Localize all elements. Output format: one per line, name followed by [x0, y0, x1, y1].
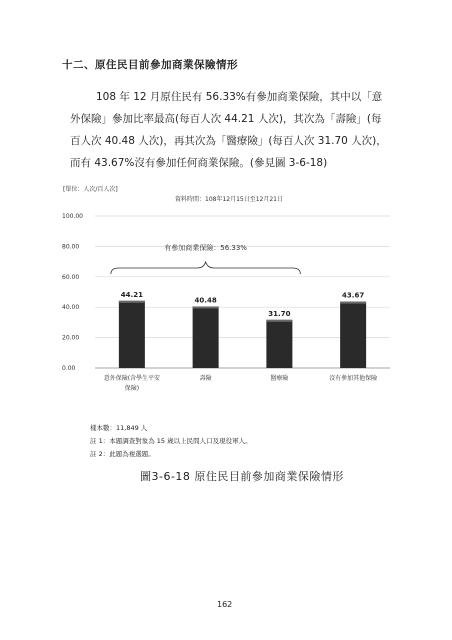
page-number: 162 — [217, 600, 233, 609]
note-line: 樣本數：11,849 人 — [90, 424, 148, 432]
bar — [119, 301, 145, 368]
y-tick-label: 0.00 — [62, 365, 76, 372]
y-tick-label: 100.00 — [62, 213, 83, 220]
bar-top-highlight — [266, 320, 292, 322]
x-tick-label: 保險) — [124, 385, 140, 392]
bar-top-highlight — [193, 306, 219, 308]
chart-source-label: 資料時間：108年12月15日至12月21日 — [175, 196, 283, 203]
bar-top-highlight — [119, 301, 145, 303]
chart-unit-label: [單位：人次/百人次] — [63, 186, 118, 193]
data-label: 40.48 — [194, 296, 217, 305]
paragraph-line: 百人次 40.48 人次)，再其次為「醫療險」(每百人次 31.70 人次)， — [70, 135, 387, 147]
bar — [266, 320, 292, 368]
x-tick-label: 壽險 — [199, 375, 212, 382]
y-tick-label: 20.00 — [62, 334, 80, 342]
note-line: 註 1：本題調查對象為 15 歲以上民間人口及現役軍人。 — [90, 437, 252, 445]
bar — [193, 306, 219, 368]
brace — [111, 262, 301, 274]
x-tick-label: 醫療險 — [270, 375, 289, 382]
bar-top-highlight — [340, 302, 366, 304]
brace-label: 有參加商業保險：56.33% — [164, 244, 247, 252]
data-label: 43.67 — [342, 291, 365, 300]
data-label: 44.21 — [120, 290, 143, 299]
bar — [340, 302, 366, 368]
note-line: 註 2：此題為複選題。 — [90, 450, 155, 458]
paragraph-line: 外保險」參加比率最高(每百人次 44.21 人次)，其次為「壽險」(每 — [70, 113, 382, 125]
chart-notes — [90, 422, 252, 461]
x-tick-label: 沒有參加其他保險 — [329, 375, 378, 382]
y-tick-label: 60.00 — [62, 273, 80, 281]
paragraph-line: 108 年 12 月原住民有 56.33%有參加商業保險，其中以「意 — [96, 91, 383, 103]
x-tick-label: 意外保險(含學生平安 — [103, 375, 161, 382]
y-tick-label: 40.00 — [62, 304, 80, 312]
y-tick-label: 80.00 — [62, 243, 80, 251]
figure-caption: 圖3-6-18 原住民目前參加商業保險情形 — [140, 470, 344, 483]
section-heading: 十二、原住民目前參加商業保險情形 — [62, 59, 238, 71]
data-label: 31.70 — [268, 309, 291, 318]
paragraph-line: 而有 43.67%沒有參加任何商業保險。(參見圖 3-6-18) — [70, 157, 328, 169]
